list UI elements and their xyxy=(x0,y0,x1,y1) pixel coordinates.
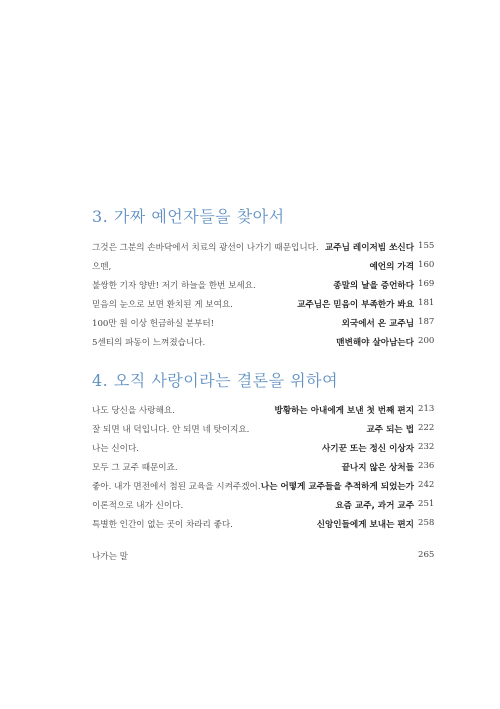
entry-heading: 방황하는 아내에게 보낸 첫 번째 편지 xyxy=(274,406,414,416)
toc-entry[interactable] xyxy=(0,241,500,259)
entry-page-number: 242 xyxy=(418,480,435,490)
toc-entry[interactable] xyxy=(0,423,500,441)
section-title: 3. 가짜 예언자들을 찾아서 xyxy=(92,207,285,226)
toc-entry[interactable] xyxy=(0,404,500,422)
toc-entry[interactable] xyxy=(0,298,500,316)
entry-quote: 불쌍한 기자 양반! 저기 하늘을 한번 보세요. xyxy=(92,281,256,291)
entry-page-number: 232 xyxy=(418,442,435,452)
entry-heading: 외국에서 온 교주님 xyxy=(341,319,414,329)
entry-heading: 나는 어떻게 교주들을 추적하게 되었는가 xyxy=(260,482,414,492)
section-title: 4. 오직 사랑이라는 결론을 위하여 xyxy=(92,371,339,390)
entry-page-number: 187 xyxy=(418,317,435,327)
entry-heading: 종말의 날을 증언하다 xyxy=(333,281,414,291)
toc-entry[interactable] xyxy=(0,480,500,498)
epilogue-label: 나가는 말 xyxy=(92,552,128,562)
entry-quote: 특별한 인간이 없는 곳이 차라리 좋다. xyxy=(92,520,233,530)
entry-heading: 요즘 교주, 과거 교주 xyxy=(335,501,414,511)
entry-heading: 끝나지 않은 상처들 xyxy=(341,463,414,473)
entry-quote: 잘 되면 내 덕입니다. 안 되면 네 탓이지요. xyxy=(92,425,250,435)
toc-entry[interactable] xyxy=(0,518,500,536)
toc-entry-epilogue[interactable] xyxy=(0,550,500,568)
entry-page-number: 251 xyxy=(418,499,435,509)
toc-entry[interactable] xyxy=(0,317,500,335)
entry-page-number: 222 xyxy=(418,423,435,433)
entry-page-number: 236 xyxy=(418,461,435,471)
entry-heading: 사기꾼 또는 정신 이상자 xyxy=(322,444,414,454)
toc-entry[interactable] xyxy=(0,336,500,354)
entry-quote: 모두 그 교주 때문이죠. xyxy=(92,463,178,473)
entry-quote: 그것은 그분의 손바닥에서 치료의 광선이 나가기 때문입니다. xyxy=(92,243,319,253)
entry-page-number: 160 xyxy=(418,260,435,270)
entry-heading: 교주님은 믿음이 부족한가 봐요 xyxy=(297,300,414,310)
entry-quote: 나도 당신을 사랑해요. xyxy=(92,406,175,416)
toc-entry[interactable] xyxy=(0,279,500,297)
entry-quote: 나는 신이다. xyxy=(92,444,139,454)
entry-page-number: 169 xyxy=(418,279,435,289)
entry-heading: 교주님 레이저빔 쏘신다 xyxy=(325,243,414,253)
entry-quote: 100만 원 이상 헌금하실 분부터! xyxy=(92,319,215,329)
entry-page-number: 200 xyxy=(418,336,435,346)
toc-entry[interactable] xyxy=(0,461,500,479)
entry-quote: 믿음의 눈으로 보면 환치된 게 보여요. xyxy=(92,300,233,310)
entry-heading: 교주 되는 법 xyxy=(366,425,414,435)
entry-quote: 으뗀, xyxy=(92,262,112,272)
toc-entry[interactable] xyxy=(0,442,500,460)
entry-heading: 예언의 가격 xyxy=(369,262,414,272)
entry-page-number: 213 xyxy=(418,404,435,414)
entry-page-number: 258 xyxy=(418,518,435,528)
entry-page-number: 181 xyxy=(418,298,435,308)
entry-heading: 맨변해야 살아남는다 xyxy=(336,338,414,348)
entry-heading: 신앙인들에게 보내는 편지 xyxy=(316,520,414,530)
entry-page-number: 265 xyxy=(418,550,435,560)
entry-page-number: 155 xyxy=(418,241,435,251)
toc-entry[interactable] xyxy=(0,260,500,278)
entry-quote: 이론적으로 내가 신이다. xyxy=(92,501,184,511)
entry-quote: 5센티의 파동이 느껴졌습니다. xyxy=(92,338,206,348)
toc-entry[interactable] xyxy=(0,499,500,517)
entry-quote: 좋아. 내가 면전에서 첨된 교육을 시켜주겠어. xyxy=(92,482,261,492)
